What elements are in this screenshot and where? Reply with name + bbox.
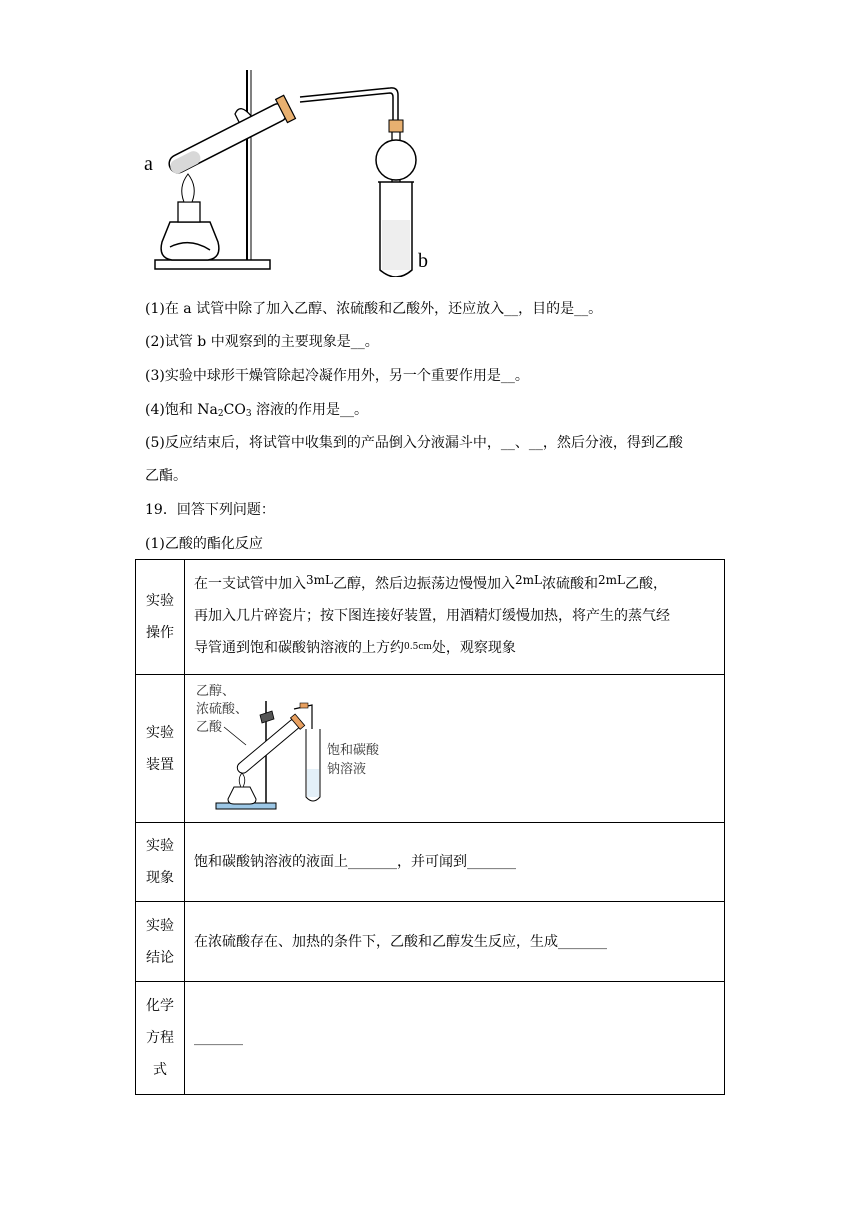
row-label-phenomenon: 实验 现象 [136,823,185,902]
apparatus-cell [185,675,725,823]
question-3: (3)实验中球形干燥管除起冷凝作用外，另一个重要作用是__。 [145,368,529,384]
row-label-apparatus: 实验 装置 [136,675,185,823]
solution-label: 饱和碳酸 钠溶液 [327,743,380,777]
problem-19-heading: 19．回答下列问题： [145,502,275,518]
row-label-operation: 实验 操作 [136,560,185,675]
label-b: b [418,250,428,272]
operation-text: 在一支试管中加入3mL乙醇，然后边振荡边慢慢加入2mL浓硫酸和2mL乙酸， 再加入几片碎瓷片；按下图连接好装置，用酒精灯缓慢加热，将产生的蒸气经 导管通到饱和碳酸钠溶液的上方约$^{0.5cm}$处，观察现象 [185,560,725,675]
label-a: a [144,153,153,175]
experiment-table [135,559,725,1095]
question-4: (4)饱和 $Na_2CO_3$ 溶液的作用是__。 [145,402,369,419]
table-row-conclusion [136,902,725,982]
table-row-phenomenon [136,823,725,902]
phenomenon-text: 饱和碳酸钠溶液的液面上_______，并可闻到_______ [185,823,725,902]
table-row-operation [136,560,725,675]
table-row-equation [136,982,725,1095]
question-5-cont: 乙酯。 [145,468,187,484]
table-row-apparatus [136,675,725,823]
apparatus-figure-1 [140,62,440,277]
problem-19-subheading: (1)乙酸的酯化反应 [145,536,263,552]
conclusion-text: 在浓硫酸存在、加热的条件下，乙酸和乙醇发生反应，生成_______ [185,902,725,982]
equation-blank: _______ [185,982,725,1095]
row-label-equation: 化学 方程 式 [136,982,185,1095]
question-2: (2)试管 b 中观察到的主要现象是__。 [145,334,379,350]
question-5: (5)反应结束后，将试管中收集到的产品倒入分液漏斗中，__、__，然后分液，得到乙酸 [145,435,683,451]
row-label-conclusion: 实验 结论 [136,902,185,982]
question-1: (1)在 a 试管中除了加入乙醇、浓硫酸和乙酸外，还应放入__，目的是__。 [145,301,603,317]
reagent-label: 乙醇、 浓硫酸、 乙酸 [196,684,249,735]
